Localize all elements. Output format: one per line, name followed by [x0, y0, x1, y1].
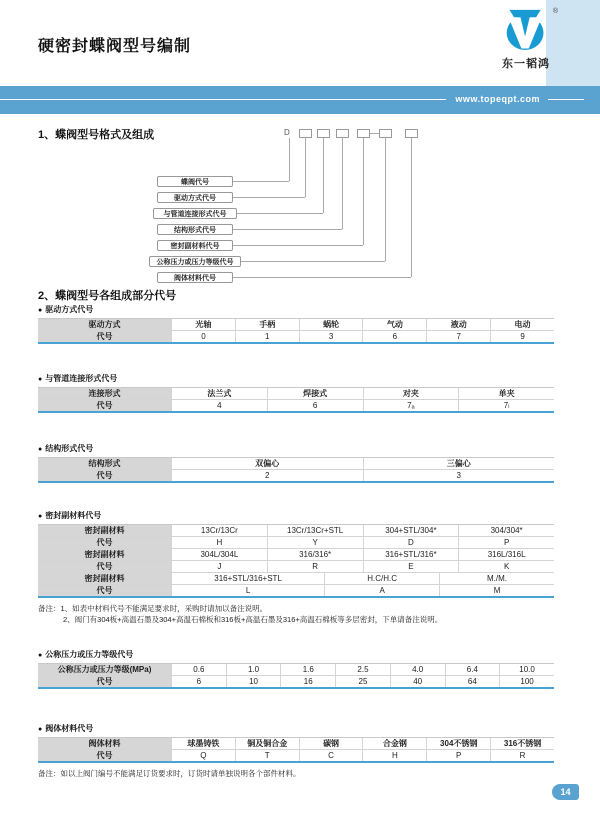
table-note: 备注：1、如表中材料代号不能满足要求时，采购时请加以备注说明。: [38, 604, 268, 613]
value-cell: 7ₗ: [458, 400, 554, 411]
value-cell: M./M.: [439, 573, 554, 584]
value-cell: H: [171, 537, 267, 548]
value-cell: T: [235, 750, 299, 761]
pressure-class-code-section: [38, 650, 554, 689]
table-caption: ● 结构形式代号: [38, 444, 94, 453]
table-row: [38, 537, 554, 549]
value-cell: 对夹: [363, 388, 459, 399]
value-cell: 0.6: [171, 664, 226, 675]
value-cell: 液动: [426, 319, 490, 330]
value-cell: 304+STL/304*: [363, 525, 459, 536]
row-label-cell: 代号: [38, 676, 171, 687]
value-cell: 316/316*: [267, 549, 363, 560]
value-cell: P: [458, 537, 554, 548]
connector-line: [233, 277, 411, 278]
model-number-diagram: [0, 0, 600, 300]
row-label-cell: 结构形式: [38, 458, 171, 469]
value-cell: 法兰式: [171, 388, 267, 399]
value-cell: A: [324, 585, 439, 596]
model-code-box: [317, 129, 330, 138]
table-row: [38, 470, 554, 481]
row-label-cell: 驱动方式: [38, 319, 171, 330]
body-material-code-section: [38, 724, 554, 779]
value-cell: 1.0: [226, 664, 281, 675]
value-cell: 双偏心: [171, 458, 363, 469]
drive-mode-code-section: [38, 305, 554, 344]
connector-line: [237, 213, 323, 214]
value-cell: 9: [490, 331, 554, 342]
code-table: [38, 524, 554, 598]
value-cell: 6: [362, 331, 426, 342]
value-cell: 316+STL/316+STL: [171, 573, 324, 584]
value-cell: 316不锈钢: [490, 738, 554, 749]
value-cell: H.C/H.C: [324, 573, 439, 584]
model-code-box: [299, 129, 312, 138]
value-cell: 焊接式: [267, 388, 363, 399]
row-label-cell: 代号: [38, 750, 171, 761]
table-row: [38, 319, 554, 331]
value-cell: 碳钢: [299, 738, 363, 749]
bullet-icon: ●: [38, 726, 43, 733]
value-cell: 铜及铜合金: [235, 738, 299, 749]
value-cell: 40: [390, 676, 445, 687]
diagram-label: 结构形式代号: [157, 224, 233, 235]
row-label-cell: 阀体材料: [38, 738, 171, 749]
connector-line: [323, 138, 324, 213]
connector-line: [385, 138, 386, 261]
value-cell: 3: [299, 331, 363, 342]
value-cell: J: [171, 561, 267, 572]
value-cell: E: [363, 561, 459, 572]
value-cell: 10: [226, 676, 281, 687]
page-title: 硬密封蝶阀型号编制: [38, 38, 192, 55]
value-cell: K: [458, 561, 554, 572]
diagram-label: 阀体材料代号: [157, 272, 233, 283]
model-code-box: [336, 129, 349, 138]
value-cell: Q: [171, 750, 235, 761]
value-cell: 64: [445, 676, 500, 687]
value-cell: 304/304*: [458, 525, 554, 536]
value-cell: 6.4: [445, 664, 500, 675]
connector-line: [233, 245, 363, 246]
model-code-box: [357, 129, 370, 138]
value-cell: H: [362, 750, 426, 761]
connector-line: [289, 138, 290, 181]
brand-name: 东一韬鸿: [502, 58, 550, 70]
structure-form-code-section: [38, 444, 554, 483]
diagram-label: 与管道连接形式代号: [153, 208, 237, 219]
row-label-cell: 连接形式: [38, 388, 171, 399]
row-label-cell: 代号: [38, 537, 171, 548]
table-row: [38, 525, 554, 537]
section1-heading: 1、蝶阀型号格式及组成: [38, 129, 155, 141]
table-row: [38, 738, 554, 750]
value-cell: 手柄: [235, 319, 299, 330]
table-caption: ● 密封副材料代号: [38, 511, 102, 520]
registered-mark: ®: [552, 8, 558, 15]
value-cell: 2: [171, 470, 363, 481]
table-caption: ● 阀体材料代号: [38, 724, 94, 733]
value-cell: 气动: [362, 319, 426, 330]
value-cell: 合金钢: [362, 738, 426, 749]
value-cell: 10.0: [499, 664, 554, 675]
bullet-icon: ●: [38, 307, 43, 314]
table-row: [38, 400, 554, 411]
connector-line: [342, 138, 343, 229]
value-cell: 单夹: [458, 388, 554, 399]
table-notes: [38, 603, 554, 625]
code-table: [38, 387, 554, 413]
connector-line: [233, 181, 289, 182]
pipe-connection-code-section: [38, 374, 554, 413]
table-row: [38, 549, 554, 561]
bullet-icon: ●: [38, 446, 43, 453]
value-cell: 13Cr/13Cr+STL: [267, 525, 363, 536]
row-label-cell: 代号: [38, 331, 171, 342]
table-caption: ● 公称压力或压力等级代号: [38, 650, 134, 659]
value-cell: D: [363, 537, 459, 548]
value-cell: 4.0: [390, 664, 445, 675]
row-label-cell: 代号: [38, 561, 171, 572]
connector-line: [233, 197, 305, 198]
table-notes: [38, 768, 554, 779]
section2-heading: 2、蝶阀型号各组成部分代号: [38, 290, 177, 302]
value-cell: 6: [267, 400, 363, 411]
bullet-icon: ●: [38, 376, 43, 383]
value-cell: P: [426, 750, 490, 761]
value-cell: 2.5: [335, 664, 390, 675]
bullet-icon: ●: [38, 513, 43, 520]
value-cell: 304L/304L: [171, 549, 267, 560]
code-table: [38, 457, 554, 483]
row-label-cell: 密封副材料: [38, 525, 171, 536]
value-cell: 0: [171, 331, 235, 342]
value-cell: 球墨铸铁: [171, 738, 235, 749]
table-row: [38, 458, 554, 470]
table-note: 2、阀门有304板+高温石墨及304+高温石棉板和316板+高温石墨及316+高温石棉板等多层密封，下单请备注说明。: [63, 615, 443, 624]
table-row: [38, 388, 554, 400]
value-cell: R: [490, 750, 554, 761]
value-cell: 三偏心: [363, 458, 555, 469]
code-table: [38, 663, 554, 689]
website-url: www.topeqpt.com: [455, 94, 540, 104]
value-cell: 3: [363, 470, 555, 481]
table-note: 备注：如以上阀门编号不能满足订货要求时，订货时请单独说明各个部件材料。: [38, 769, 301, 778]
value-cell: 13Cr/13Cr: [171, 525, 267, 536]
code-separator-dash: [370, 133, 379, 134]
diagram-label: 蝶阀代号: [157, 176, 233, 187]
value-cell: 100: [499, 676, 554, 687]
value-cell: 16: [280, 676, 335, 687]
connector-line: [233, 229, 342, 230]
connector-line: [363, 138, 364, 245]
value-cell: 316+STL/316*: [363, 549, 459, 560]
code-table: [38, 318, 554, 344]
row-label-cell: 代号: [38, 400, 171, 411]
model-prefix: D: [284, 128, 290, 137]
value-cell: 25: [335, 676, 390, 687]
value-cell: 7ₐ: [363, 400, 459, 411]
code-table: [38, 737, 554, 763]
value-cell: 蜗轮: [299, 319, 363, 330]
table-row: [38, 561, 554, 573]
table-row: [38, 676, 554, 687]
row-label-cell: 代号: [38, 585, 171, 596]
table-row: [38, 331, 554, 342]
connector-line: [411, 138, 412, 277]
diagram-label: 密封副材料代号: [157, 240, 233, 251]
diagram-label: 公称压力或压力等级代号: [149, 256, 241, 267]
value-cell: L: [171, 585, 324, 596]
table-row: [38, 750, 554, 761]
value-cell: C: [299, 750, 363, 761]
value-cell: R: [267, 561, 363, 572]
model-code-box: [405, 129, 418, 138]
value-cell: 1.6: [280, 664, 335, 675]
table-caption: ● 驱动方式代号: [38, 305, 94, 314]
bullet-icon: ●: [38, 652, 43, 659]
row-label-cell: 密封副材料: [38, 573, 171, 584]
connector-line: [241, 261, 385, 262]
connector-line: [305, 138, 306, 197]
table-row: [38, 664, 554, 676]
value-cell: 1: [235, 331, 299, 342]
table-caption: ● 与管道连接形式代号: [38, 374, 118, 383]
seal-material-code-section: [38, 511, 554, 625]
value-cell: Y: [267, 537, 363, 548]
value-cell: 电动: [490, 319, 554, 330]
table-row: [38, 573, 554, 585]
value-cell: 7: [426, 331, 490, 342]
value-cell: 4: [171, 400, 267, 411]
row-label-cell: 代号: [38, 470, 171, 481]
diagram-label: 驱动方式代号: [157, 192, 233, 203]
value-cell: 光轴: [171, 319, 235, 330]
value-cell: M: [439, 585, 554, 596]
value-cell: 304不锈钢: [426, 738, 490, 749]
value-cell: 6: [171, 676, 226, 687]
row-label-cell: 密封副材料: [38, 549, 171, 560]
value-cell: 316L/316L: [458, 549, 554, 560]
row-label-cell: 公称压力或压力等级(MPa): [38, 664, 171, 675]
page-number-badge: 14: [552, 784, 579, 800]
table-row: [38, 585, 554, 596]
model-code-box: [379, 129, 392, 138]
